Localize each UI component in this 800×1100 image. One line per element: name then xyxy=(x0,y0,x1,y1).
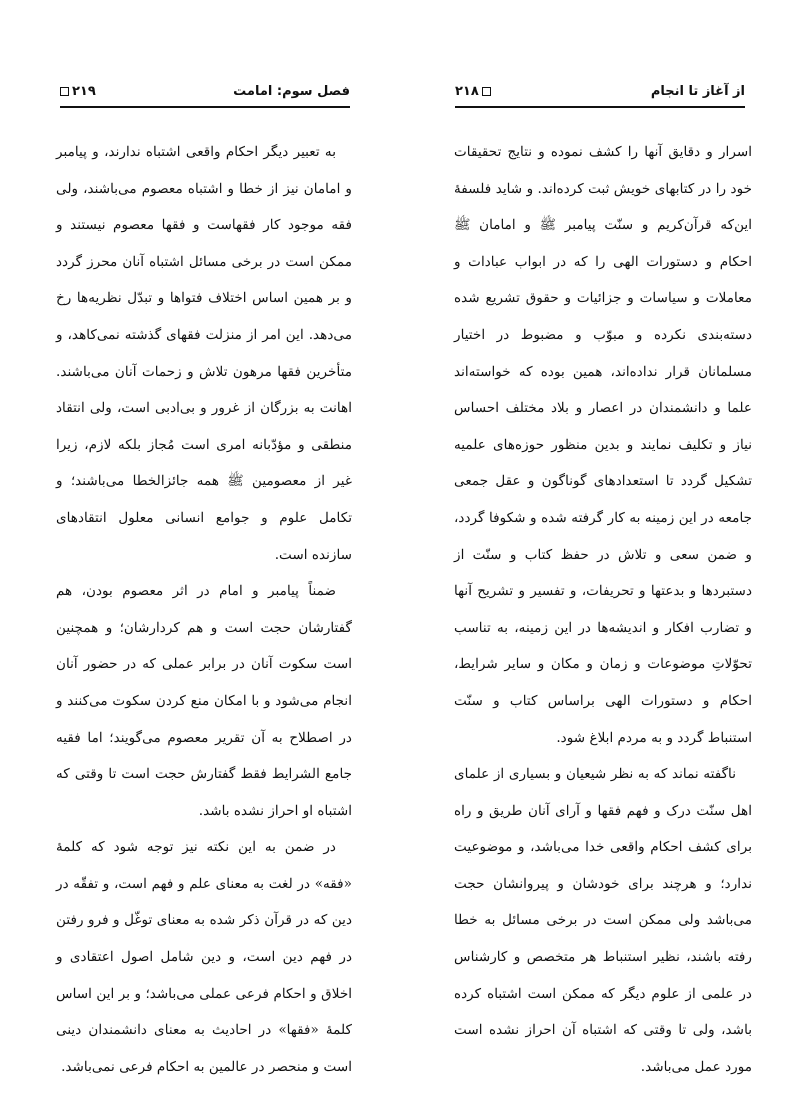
paragraph: به تعبیر دیگر احکام واقعی اشتباه ندارند، و پیامبر و امامان نیز از خطا و اشتباه معصوم می‌باشند، ولی فقه موجود کار فقهاست و فقها معصوم نیستند و ممکن است در برخی مسائل اشتباه آنان محرز گردد و بر همین اساس اختلاف فتواها و تبدّل نظریه‌ها رخ می‌دهد. این امر از منزلت فقهای گذشته نمی‌کاهد، و متأخرین فقها مرهون تلاش و زحمات آنان می‌باشند. اهانت به بزرگان از غرور و بی‌ادبی است، ولی انتقاد منطقی و مؤدّبانه امری است مُجاز بلکه لازم، زیرا غیر از معصومین ﷺ همه جائزالخطا می‌باشند؛ و تکامل علوم و جوامع انسانی معلول انتقادهای سازنده است. xyxy=(56,144,352,563)
right-body-text xyxy=(454,134,752,1085)
right-page-number-text: ۲۱۸ xyxy=(455,84,479,99)
right-page-number xyxy=(455,84,491,99)
right-header-title: از آغاز تا انجام xyxy=(650,84,745,99)
right-page xyxy=(400,0,800,1100)
page-marker-icon xyxy=(482,87,491,96)
right-header-rule xyxy=(455,106,745,108)
left-page-number xyxy=(60,84,96,99)
left-header-rule xyxy=(60,106,350,108)
paragraph: ضمناً پیامبر و امام در اثر معصوم بودن، هم گفتارشان حجت است و هم کردارشان؛ و همچنین است سکوت آنان در برابر عملی که در حضور آنان انجام می‌شود و با امکان منع کردن سکوت می‌کنند و در اصطلاح به آن تقریر معصوم می‌گویند؛ اما فقیه جامع الشرایط فقط گفتارش حجت است تا وقتی که اشتباه او احراز نشده باشد. xyxy=(56,583,352,819)
left-page-number-text: ۲۱۹ xyxy=(72,84,96,99)
left-body-text xyxy=(56,134,352,1085)
page-marker-icon xyxy=(60,87,69,96)
paragraph: ناگفته نماند که به نظر شیعیان و بسیاری از علمای اهل سنّت درک و فهم فقها و آرای آنان طریق و راه برای کشف احکام واقعی خدا می‌باشد، و موضوعیت ندارد؛ و هرچند برای خودشان و پیروانشان حجت می‌باشد ولی ممکن است در برخی مسائل به خطا رفته باشند، نظیر استنباط هر متخصص و کارشناس در علمی از علوم دیگر که ممکن است اشتباه کرده باشد، ولی تا وقتی که اشتباه آن احراز نشده است مورد عمل می‌باشد. xyxy=(454,766,752,1075)
left-header-title: فصل سوم: امامت xyxy=(233,84,350,99)
right-page-header xyxy=(455,84,745,106)
paragraph: اسرار و دقایق آنها را کشف نموده و نتایج تحقیقات خود را در کتابهای خویش ثبت کرده‌اند. و شاید فلسفهٔ این‌که قرآن‌کریم و سنّت پیامبر ﷺ و امامان ﷺ احکام و دستورات الهی را که در ابواب عبادات و معاملات و سیاسات و جزائیات و حقوق تشریع شده دسته‌بندی نکرده و مبوّب و مضبوط در اختیار مسلمانان قرار نداده‌اند، همین بوده که خواسته‌اند علما و دانشمندان در اعصار و بلاد مختلف احساس نیاز و تکلیف نمایند و بدین منظور حوزه‌های علمیه تشکیل گردد تا استعدادهای گوناگون و عقل جمعی جامعه در این زمینه به کار گرفته شده و شکوفا گردد، و ضمن سعی و تلاش در حفظ کتاب و سنّت از دستبردها و بدعتها و تحریفات، و تفسیر و تشریح آنها و تضارب افکار و اندیشه‌ها در این زمینه، به تناسب تحوّلاتِ موضوعات و زمان و مکان و سایر شرایط، احکام و دستورات الهی براساس کتاب و سنّت استنباط گردد و به مردم ابلاغ شود. xyxy=(454,144,752,746)
left-page-header xyxy=(60,84,350,106)
paragraph: در ضمن به این نکته نیز توجه شود که کلمهٔ «فقه» در لغت به معنای علم و فهم است، و تفقّه در دین که در قرآن ذکر شده به معنای توغّل و فرو رفتن در فهم دین است، و دین شامل اصول اعتقادی و اخلاق و احکام فرعی عملی می‌باشد؛ و بر این اساس کلمهٔ «فقها» در احادیث به معنای دانشمندان دینی است و منحصر در عالمین به احکام فرعی نمی‌باشد. xyxy=(56,839,352,1075)
